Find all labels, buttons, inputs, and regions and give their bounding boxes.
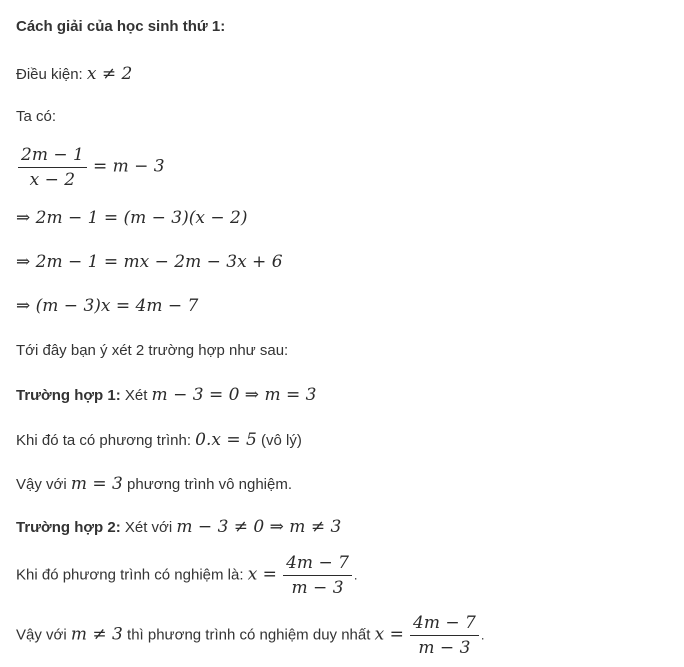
case-1-equation-text: Khi đó ta có phương trình: xyxy=(16,432,191,449)
case-1-line xyxy=(16,385,316,405)
ta-co-text: Ta có: xyxy=(16,108,57,125)
case-2-solution-text: Khi đó phương trình có nghiệm là: xyxy=(16,566,244,584)
equation-1 xyxy=(16,145,165,190)
fraction-denominator: m − 3 xyxy=(418,638,471,658)
sentence-period: . xyxy=(480,627,485,643)
final-prefix: Vậy với xyxy=(16,626,67,644)
final-solution-fraction xyxy=(410,613,479,658)
case-1-conclusion-math: m = 3 xyxy=(70,474,123,494)
case-1-label: Trường hợp 1: xyxy=(16,387,121,404)
case-1-conclusion xyxy=(16,474,292,494)
equation-4: ⇒ (m − 3)x = 4m − 7 xyxy=(16,296,199,316)
equation-2: ⇒ 2m − 1 = (m − 3)(x − 2) xyxy=(16,208,248,228)
fraction-numerator: 4m − 7 xyxy=(410,613,479,636)
equation-1-fraction xyxy=(18,145,87,190)
solution-title: Cách giải của học sinh thứ 1: xyxy=(16,18,226,35)
final-solution-math: x = xyxy=(374,624,404,645)
fraction-numerator: 2m − 1 xyxy=(18,145,87,168)
case-2-math: m − 3 ≠ 0 ⇒ m ≠ 3 xyxy=(176,517,342,537)
final-conclusion xyxy=(16,613,484,658)
case-1-math: m − 3 = 0 ⇒ m = 3 xyxy=(151,385,317,405)
condition-label: Điều kiện: xyxy=(16,66,83,83)
case-1-equation-math: 0.x = 5 xyxy=(195,430,257,450)
equation-3: ⇒ 2m − 1 = mx − 2m − 3x + 6 xyxy=(16,252,283,272)
condition-line xyxy=(16,64,132,84)
case-2-line xyxy=(16,517,341,537)
case-1-text: Xét xyxy=(124,387,148,404)
case-2-label: Trường hợp 2: xyxy=(16,519,121,536)
fraction-denominator: m − 3 xyxy=(291,578,344,598)
case-1-equation-note: (vô lý) xyxy=(261,432,302,449)
case-2-solution xyxy=(16,553,358,598)
cases-intro: Tới đây bạn ý xét 2 trường hợp như sau: xyxy=(16,342,289,359)
sentence-period: . xyxy=(353,567,358,583)
case-1-equation xyxy=(16,430,302,450)
case-2-solution-fraction xyxy=(283,553,352,598)
final-middle-text: thì phương trình có nghiệm duy nhất xyxy=(127,626,371,644)
case-1-conclusion-suffix: phương trình vô nghiệm. xyxy=(127,476,293,493)
condition-math: x ≠ 2 xyxy=(86,64,133,84)
fraction-numerator: 4m − 7 xyxy=(283,553,352,576)
case-2-text: Xét với xyxy=(124,519,173,536)
fraction-denominator: x − 2 xyxy=(29,170,76,190)
equation-1-rhs: = m − 3 xyxy=(92,156,165,177)
final-condition-math: m ≠ 3 xyxy=(70,624,123,645)
case-1-conclusion-prefix: Vậy với xyxy=(16,476,67,493)
case-2-solution-math: x = xyxy=(247,564,277,585)
